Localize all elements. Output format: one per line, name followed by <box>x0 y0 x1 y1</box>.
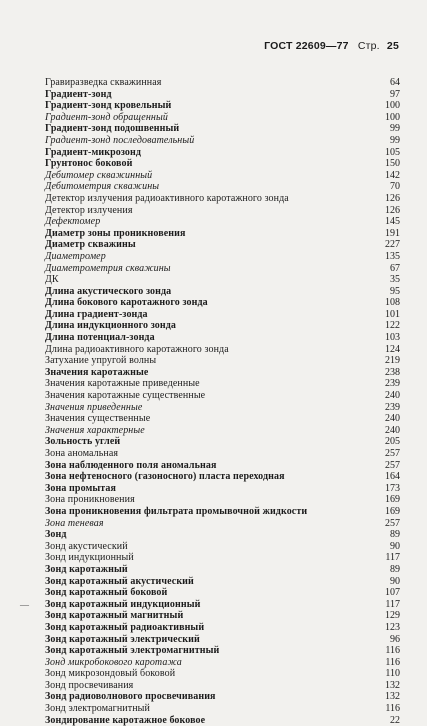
entry-term: Дебитометрия скважины <box>45 181 160 193</box>
entry-page: 110 <box>385 668 400 680</box>
entry-term: Значения каротажные <box>45 366 149 378</box>
entry-term: Значения характерные <box>45 424 145 436</box>
index-entry <box>45 193 400 205</box>
entry-page: 126 <box>385 192 400 204</box>
entry-page: 239 <box>385 401 400 413</box>
index-entry <box>45 460 400 472</box>
entry-page: 239 <box>385 378 400 390</box>
index-entry <box>45 552 400 564</box>
index-entry <box>45 402 400 414</box>
index-entry <box>45 576 400 588</box>
entry-page: 117 <box>385 552 400 564</box>
entry-term: Зона наблюденного поля аномальная <box>45 459 217 471</box>
index-entry <box>45 309 400 321</box>
index-entry <box>45 390 400 402</box>
index-entry <box>45 344 400 356</box>
entry-term: Длина радиоактивного каротажного зонда <box>45 343 229 355</box>
entry-term: Детектор излучения <box>45 204 133 216</box>
entry-term: Длина акустического зонда <box>45 285 172 297</box>
entry-page: 101 <box>385 308 400 320</box>
entry-page: 191 <box>385 227 400 239</box>
entry-term: Градиент-зонд обращенный <box>45 111 168 123</box>
page-header <box>264 40 399 52</box>
entry-page: 132 <box>385 679 400 691</box>
index-entry <box>45 251 400 263</box>
entry-page: 169 <box>385 494 400 506</box>
index-entry <box>45 634 400 646</box>
entry-page: 95 <box>390 285 400 297</box>
index-entry <box>45 483 400 495</box>
index-entry <box>45 77 400 89</box>
index-entry <box>45 158 400 170</box>
index-entry <box>45 436 400 448</box>
index-entry <box>45 239 400 251</box>
entry-page: 70 <box>390 181 400 193</box>
entry-term: Зонд <box>45 529 67 541</box>
entry-term: Значения существенные <box>45 413 151 425</box>
entry-page: 227 <box>385 239 400 251</box>
entry-term: Затухание упругой волны <box>45 355 157 367</box>
entry-page: 126 <box>385 204 400 216</box>
entry-term: Значения приведенные <box>45 401 143 413</box>
index-entry <box>45 274 400 286</box>
entry-page: 117 <box>385 598 400 610</box>
entry-page: 169 <box>385 505 400 517</box>
index-entry <box>45 425 400 437</box>
entry-term: Значения каротажные приведенные <box>45 378 200 390</box>
entry-term: Зонд электромагнитный <box>45 703 150 715</box>
entry-page: 129 <box>385 610 400 622</box>
index-entry <box>45 205 400 217</box>
entry-term: Зондирование каротажное боковое <box>45 714 206 726</box>
entry-page: 173 <box>385 482 400 494</box>
entry-page: 22 <box>390 714 400 726</box>
entry-term: Зона нефтеносного (газоносного) пласта переходная <box>45 471 285 483</box>
index-entry <box>45 691 400 703</box>
entry-page: 89 <box>390 563 400 575</box>
entry-term: Зонд индукционный <box>45 552 134 564</box>
index-entry <box>45 228 400 240</box>
entry-term: Зона промытая <box>45 482 117 494</box>
entry-term: Зона проникновения фильтрата промывочной жидкости <box>45 505 308 517</box>
entry-term: Зонд каротажный радиоактивный <box>45 621 205 633</box>
index-entry <box>45 668 400 680</box>
entry-page: 64 <box>390 77 400 88</box>
index-entry <box>45 147 400 159</box>
entry-term: Гравиразведка скважинная <box>45 77 162 88</box>
entry-term: Зона теневая <box>45 517 104 529</box>
index-entry <box>45 89 400 101</box>
index-entry <box>45 413 400 425</box>
entry-page: 108 <box>385 297 400 309</box>
entry-term: Зонд просвечивания <box>45 679 134 691</box>
index-entry <box>45 378 400 390</box>
entry-page: 107 <box>385 587 400 599</box>
entry-page: 123 <box>385 621 400 633</box>
entry-term: Градиент-зонд <box>45 88 112 100</box>
entry-page: 97 <box>390 88 400 100</box>
entry-page: 132 <box>385 691 400 703</box>
index-entry <box>45 645 400 657</box>
entry-page: 240 <box>385 390 400 402</box>
entry-page: 100 <box>385 111 400 123</box>
entry-page: 122 <box>385 320 400 332</box>
entry-term: Зонд микрозондовый боковой <box>45 668 176 680</box>
entry-page: 257 <box>385 517 400 529</box>
index-entry <box>45 680 400 692</box>
entry-page: 100 <box>385 100 400 112</box>
index-entry <box>45 332 400 344</box>
entry-page: 219 <box>385 355 400 367</box>
entry-term: Диаметромер <box>45 250 106 262</box>
entry-page: 150 <box>385 158 400 170</box>
entry-page: 240 <box>385 413 400 425</box>
entry-term: Зонд каротажный индукционный <box>45 598 201 610</box>
entry-term: Диаметрометрия скважины <box>45 262 171 274</box>
index-entry <box>45 170 400 182</box>
document-code: ГОСТ 22609—77 <box>264 40 349 52</box>
index-entry <box>45 263 400 275</box>
index-entry <box>45 622 400 634</box>
index-entry <box>45 135 400 147</box>
index-entry <box>45 541 400 553</box>
index-entry <box>45 564 400 576</box>
entry-page: 238 <box>385 366 400 378</box>
entry-term: Дебитомер скважинный <box>45 169 153 181</box>
entry-page: 240 <box>385 424 400 436</box>
index-entry <box>45 506 400 518</box>
entry-page: 145 <box>385 216 400 228</box>
entry-term: Зона проникновения <box>45 494 135 506</box>
index-entry <box>45 355 400 367</box>
index-entry <box>45 367 400 379</box>
index-entry <box>45 181 400 193</box>
entry-term: Градиент-микрозонд <box>45 146 142 158</box>
entry-term: Диаметр скважины <box>45 239 136 251</box>
index-entry <box>45 587 400 599</box>
index-entry <box>45 100 400 112</box>
entry-term: Грунтонос боковой <box>45 158 133 170</box>
entry-term: Длина градиент-зонда <box>45 308 148 320</box>
entry-term: Зонд акустический <box>45 540 128 552</box>
entry-page: 142 <box>385 169 400 181</box>
entry-page: 257 <box>385 459 400 471</box>
index-entry <box>45 448 400 460</box>
entry-page: 116 <box>385 645 400 657</box>
entry-term: Градиент-зонд последовательный <box>45 134 195 146</box>
entry-term: Детектор излучения радиоактивного каротажного зонда <box>45 192 289 204</box>
entry-term: Зонд каротажный электрический <box>45 633 200 645</box>
index-entry <box>45 216 400 228</box>
page-number: 25 <box>386 40 399 52</box>
index-entry <box>45 599 400 611</box>
entry-page: 164 <box>385 471 400 483</box>
term-index <box>45 77 400 726</box>
entry-term: Зона аномальная <box>45 448 119 459</box>
entry-page: 99 <box>390 123 400 135</box>
entry-page: 96 <box>390 633 400 645</box>
entry-page: 103 <box>385 332 400 344</box>
entry-term: Зонд каротажный боковой <box>45 587 168 599</box>
index-entry <box>45 703 400 715</box>
entry-page: 257 <box>385 448 400 459</box>
entry-term: Градиент-зонд подошвенный <box>45 123 180 135</box>
entry-term: Зольность углей <box>45 436 121 448</box>
entry-page: 105 <box>385 146 400 158</box>
index-entry <box>45 494 400 506</box>
entry-page: 35 <box>390 274 400 286</box>
margin-mark: — <box>20 600 29 610</box>
entry-term: Длина потенциал-зонда <box>45 332 155 344</box>
index-entry <box>45 297 400 309</box>
index-entry <box>45 529 400 541</box>
entry-term: Зонд микробокового каротажа <box>45 656 182 668</box>
entry-term: Зонд каротажный электромагнитный <box>45 645 220 657</box>
entry-page: 90 <box>390 575 400 587</box>
entry-term: Значения каротажные существенные <box>45 390 206 402</box>
entry-term: Длина бокового каротажного зонда <box>45 297 208 309</box>
index-entry <box>45 123 400 135</box>
entry-term: Длина индукционного зонда <box>45 320 176 332</box>
index-entry <box>45 610 400 622</box>
entry-term: ДК <box>45 274 59 286</box>
entry-page: 89 <box>390 529 400 541</box>
entry-term: Зонд каротажный акустический <box>45 575 194 587</box>
index-entry <box>45 657 400 669</box>
index-entry <box>45 286 400 298</box>
index-entry <box>45 112 400 124</box>
entry-term: Дефектомер <box>45 216 101 228</box>
entry-page: 124 <box>385 343 400 355</box>
entry-term: Зонд радиоволнового просвечивания <box>45 691 216 703</box>
entry-term: Зонд каротажный магнитный <box>45 610 184 622</box>
entry-page: 67 <box>390 262 400 274</box>
entry-page: 205 <box>385 436 400 448</box>
index-entry <box>45 471 400 483</box>
index-entry <box>45 715 400 726</box>
index-entry <box>45 518 400 530</box>
entry-page: 135 <box>385 250 400 262</box>
entry-term: Диаметр зоны проникновения <box>45 227 186 239</box>
entry-term: Зонд каротажный <box>45 563 128 575</box>
entry-page: 116 <box>385 703 400 715</box>
entry-page: 90 <box>390 540 400 552</box>
entry-page: 99 <box>390 134 400 146</box>
index-entry <box>45 320 400 332</box>
entry-term: Градиент-зонд кровельный <box>45 100 172 112</box>
entry-page: 116 <box>385 656 400 668</box>
page-label: Стр. <box>357 40 380 52</box>
